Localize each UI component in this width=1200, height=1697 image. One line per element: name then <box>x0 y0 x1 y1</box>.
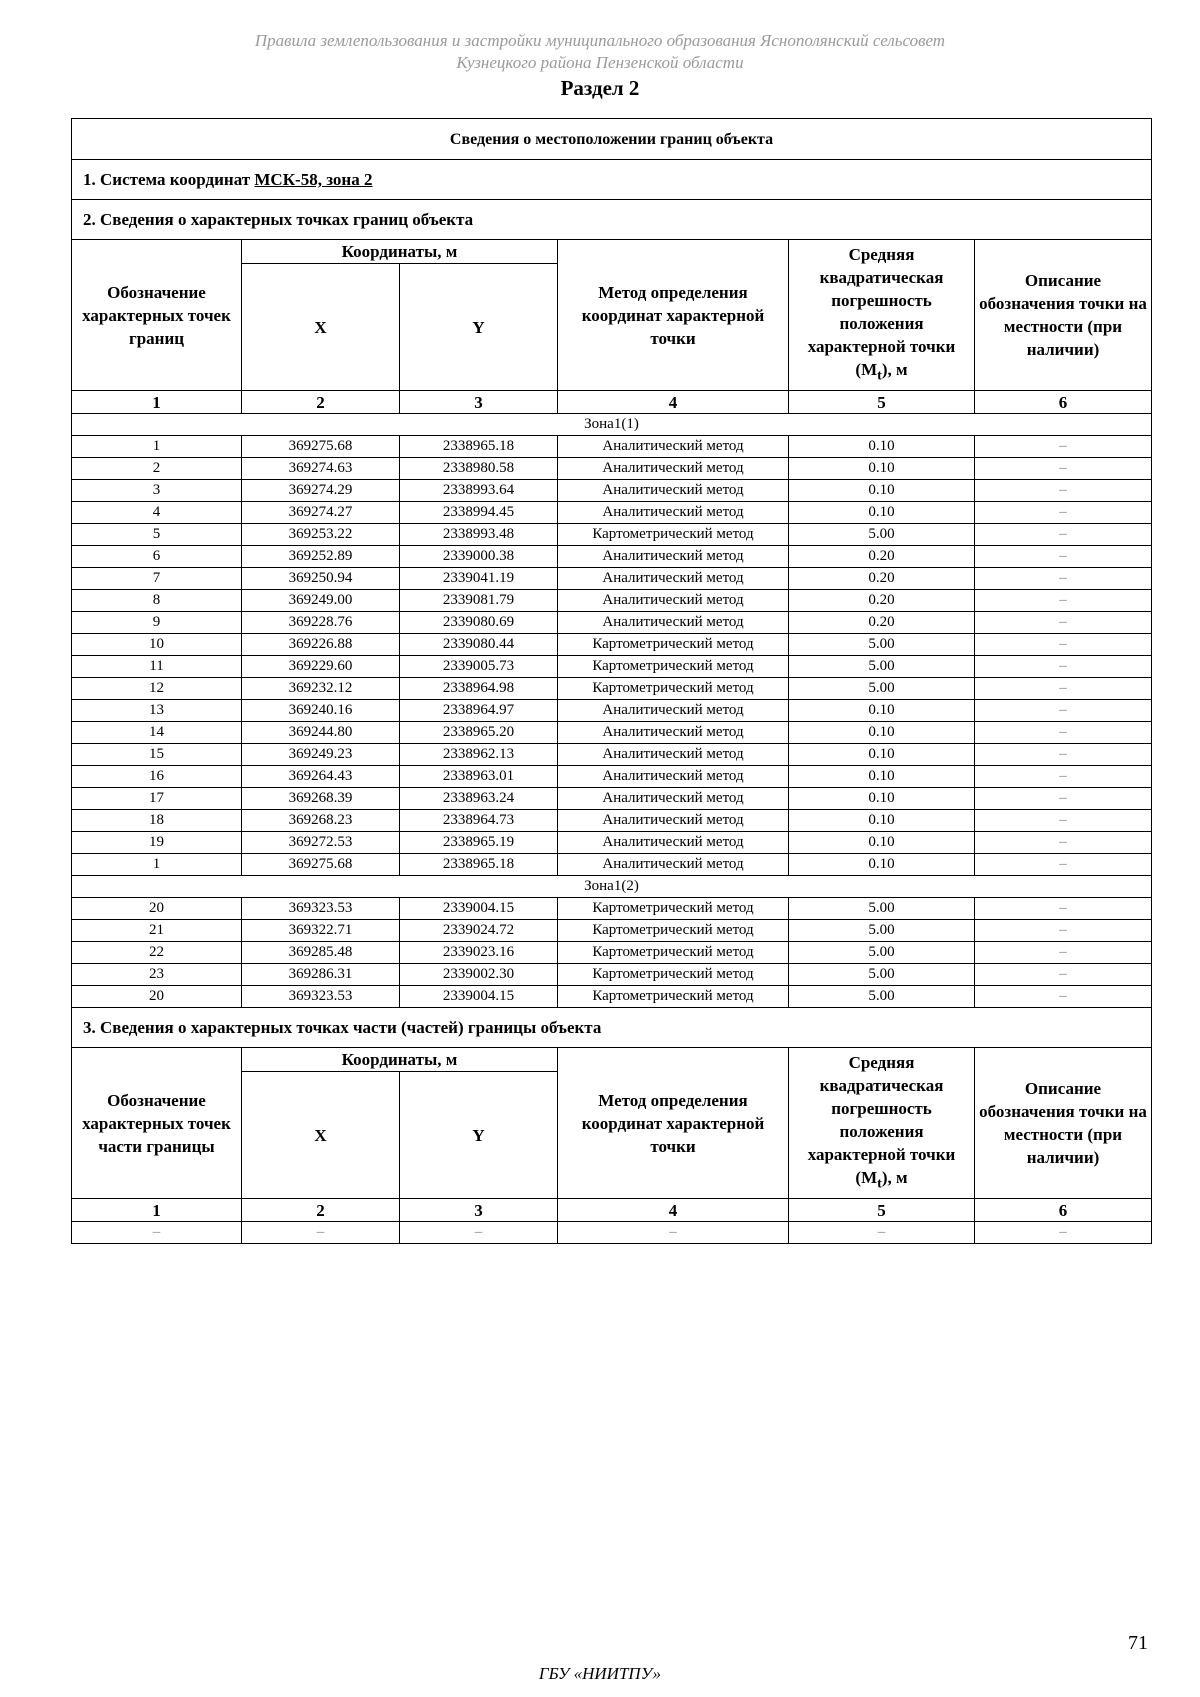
table-cell: – <box>975 480 1152 502</box>
table-cell: 1 <box>72 854 242 876</box>
table-cell: Аналитический метод <box>558 590 789 612</box>
table-row <box>72 854 1152 876</box>
table-cell: 369232.12 <box>242 678 400 700</box>
table-cell: 5 <box>72 524 242 546</box>
table-cell: 0.10 <box>789 480 975 502</box>
table-cell: 0.20 <box>789 568 975 590</box>
header-y: Y <box>400 1072 558 1199</box>
table-cell: 20 <box>72 898 242 920</box>
table-cell: Аналитический метод <box>558 480 789 502</box>
table-cell: Картометрический метод <box>558 634 789 656</box>
table-cell: – <box>975 964 1152 986</box>
boundary-table <box>71 118 1152 1244</box>
table-cell: 23 <box>72 964 242 986</box>
footer: ГБУ «НИИТПУ» <box>538 1664 662 1683</box>
table-cell: 369229.60 <box>242 656 400 678</box>
table-cell: 369275.68 <box>242 854 400 876</box>
header-designation: Обозначение характерных точек границ <box>72 240 242 391</box>
table-cell: – <box>975 788 1152 810</box>
header-error: Средняя квадратическая погрешность положения характерной точки $(M_t)$, м <box>789 1048 975 1199</box>
table-cell: – <box>975 590 1152 612</box>
header-row-1 <box>72 240 1152 264</box>
table-cell: 369274.27 <box>242 502 400 524</box>
table-cell: 369268.39 <box>242 788 400 810</box>
column-number: 5 <box>789 391 975 414</box>
table-cell: 369323.53 <box>242 986 400 1008</box>
table-cell: Аналитический метод <box>558 810 789 832</box>
table-cell: 5.00 <box>789 964 975 986</box>
table-row <box>72 436 1152 458</box>
table-cell: 2 <box>72 458 242 480</box>
table-cell: 22 <box>72 942 242 964</box>
section2-title-row <box>72 200 1152 240</box>
table-cell: 8 <box>72 590 242 612</box>
table-cell: 2339002.30 <box>400 964 558 986</box>
table-cell: 2338964.98 <box>400 678 558 700</box>
table-cell: 369240.16 <box>242 700 400 722</box>
table-cell: 11 <box>72 656 242 678</box>
table-row <box>72 920 1152 942</box>
table-cell: – <box>789 1222 975 1244</box>
table-cell: 10 <box>72 634 242 656</box>
table-row <box>72 700 1152 722</box>
page-number: 71 <box>1128 1632 1148 1654</box>
table-cell: 0.10 <box>789 810 975 832</box>
table-row <box>72 898 1152 920</box>
table-cell: 2339004.15 <box>400 898 558 920</box>
table-cell: 7 <box>72 568 242 590</box>
section3-title: 3. Сведения о характерных точках части (частей) границы объекта <box>72 1008 1152 1048</box>
table-cell: 2338963.24 <box>400 788 558 810</box>
table-cell: Аналитический метод <box>558 568 789 590</box>
table-cell: – <box>975 986 1152 1008</box>
header-coords: Координаты, м <box>242 240 558 264</box>
table-cell: 369253.22 <box>242 524 400 546</box>
table-cell: 2339080.69 <box>400 612 558 634</box>
table-row <box>72 942 1152 964</box>
table-cell: Аналитический метод <box>558 436 789 458</box>
column-number: 6 <box>975 391 1152 414</box>
table-cell: Аналитический метод <box>558 502 789 524</box>
table-cell: 0.10 <box>789 832 975 854</box>
table-cell: 2338965.19 <box>400 832 558 854</box>
table-cell: Картометрический метод <box>558 656 789 678</box>
table-cell: 20 <box>72 986 242 1008</box>
zone-label: Зона1(2) <box>72 876 1152 898</box>
table-cell: 19 <box>72 832 242 854</box>
table-cell: – <box>975 832 1152 854</box>
table-cell: 2338980.58 <box>400 458 558 480</box>
part-header-row-1 <box>72 1048 1152 1072</box>
table-cell: – <box>975 920 1152 942</box>
table-row <box>72 458 1152 480</box>
header-designation-part: Обозначение характерных точек части границы <box>72 1048 242 1199</box>
table-cell: 2339024.72 <box>400 920 558 942</box>
table-cell: – <box>975 634 1152 656</box>
table-cell: 5.00 <box>789 920 975 942</box>
table-cell: 2339005.73 <box>400 656 558 678</box>
header-error: Средняя квадратическая погрешность положения характерной точки $(M_t)$, м <box>789 240 975 391</box>
table-cell: 2338965.20 <box>400 722 558 744</box>
column-number: 3 <box>400 1199 558 1222</box>
table-cell: Картометрический метод <box>558 920 789 942</box>
table-cell: – <box>975 722 1152 744</box>
table-cell: Аналитический метод <box>558 612 789 634</box>
table-row <box>72 744 1152 766</box>
table-cell: 0.20 <box>789 546 975 568</box>
table-cell: Аналитический метод <box>558 766 789 788</box>
coord-system-row <box>72 160 1152 200</box>
table-cell: 369250.94 <box>242 568 400 590</box>
table-cell: 369274.29 <box>242 480 400 502</box>
table-cell: 369323.53 <box>242 898 400 920</box>
table-cell: – <box>975 1222 1152 1244</box>
table-cell: – <box>558 1222 789 1244</box>
table-cell: 0.20 <box>789 590 975 612</box>
column-number: 1 <box>72 391 242 414</box>
table-cell: 2338993.64 <box>400 480 558 502</box>
table-cell: 17 <box>72 788 242 810</box>
header-description: Описание обозначения точки на местности (при наличии) <box>975 240 1152 391</box>
table-cell: 369264.43 <box>242 766 400 788</box>
table-cell: 5.00 <box>789 634 975 656</box>
table-cell: 369272.53 <box>242 832 400 854</box>
table-cell: – <box>975 700 1152 722</box>
table-cell: 13 <box>72 700 242 722</box>
column-number: 2 <box>242 391 400 414</box>
table-cell: 5.00 <box>789 656 975 678</box>
column-numbers-row <box>72 391 1152 414</box>
table-row <box>72 524 1152 546</box>
column-number: 1 <box>72 1199 242 1222</box>
table-row <box>72 766 1152 788</box>
header-coords: Координаты, м <box>242 1048 558 1072</box>
table-cell: 2338964.97 <box>400 700 558 722</box>
table-cell: – <box>975 744 1152 766</box>
table-cell: Картометрический метод <box>558 678 789 700</box>
table-cell: 2338993.48 <box>400 524 558 546</box>
table-cell: 1 <box>72 436 242 458</box>
table-row <box>72 590 1152 612</box>
table-cell: 2338994.45 <box>400 502 558 524</box>
table-cell: 2339081.79 <box>400 590 558 612</box>
table-row <box>72 634 1152 656</box>
header-description: Описание обозначения точки на местности (при наличии) <box>975 1048 1152 1199</box>
table-cell: 2339023.16 <box>400 942 558 964</box>
table-title-row <box>72 119 1152 160</box>
table-cell: – <box>975 524 1152 546</box>
coord-system-label: 1. Система координат <box>83 170 251 189</box>
table-cell: 369226.88 <box>242 634 400 656</box>
table-cell: 0.10 <box>789 788 975 810</box>
table-cell: 0.10 <box>789 744 975 766</box>
table-cell: 2339004.15 <box>400 986 558 1008</box>
table-cell: 2338962.13 <box>400 744 558 766</box>
table-cell: Картометрический метод <box>558 524 789 546</box>
column-number: 2 <box>242 1199 400 1222</box>
table-cell: – <box>975 458 1152 480</box>
table-cell: 2339041.19 <box>400 568 558 590</box>
table-row <box>72 832 1152 854</box>
table-cell: 2338965.18 <box>400 436 558 458</box>
coord-system-value: МСК-58, зона 2 <box>254 170 373 189</box>
table-row <box>72 788 1152 810</box>
table-cell: 369252.89 <box>242 546 400 568</box>
table-cell: 369244.80 <box>242 722 400 744</box>
table-row <box>72 612 1152 634</box>
table-cell: 16 <box>72 766 242 788</box>
table-cell: 2339080.44 <box>400 634 558 656</box>
table-cell: 369322.71 <box>242 920 400 942</box>
table-cell: 2339000.38 <box>400 546 558 568</box>
table-cell: Картометрический метод <box>558 898 789 920</box>
table-row <box>72 502 1152 524</box>
table-cell: 369228.76 <box>242 612 400 634</box>
table-cell: Аналитический метод <box>558 722 789 744</box>
zone-label: Зона1(1) <box>72 414 1152 436</box>
table-cell: 0.20 <box>789 612 975 634</box>
table-cell: Аналитический метод <box>558 832 789 854</box>
table-row <box>72 546 1152 568</box>
table-cell: 0.10 <box>789 766 975 788</box>
table-cell: – <box>975 568 1152 590</box>
table-cell: 18 <box>72 810 242 832</box>
table-cell: Аналитический метод <box>558 744 789 766</box>
table-cell: – <box>975 898 1152 920</box>
table-cell: Картометрический метод <box>558 964 789 986</box>
table-cell: 6 <box>72 546 242 568</box>
header-x: X <box>242 1072 400 1199</box>
table-cell: 14 <box>72 722 242 744</box>
table-cell: – <box>975 656 1152 678</box>
table-cell: 0.10 <box>789 436 975 458</box>
table-row <box>72 964 1152 986</box>
table-row <box>72 986 1152 1008</box>
table-cell: 369249.23 <box>242 744 400 766</box>
table-cell: 5.00 <box>789 942 975 964</box>
part-column-numbers-row <box>72 1199 1152 1222</box>
table-cell: Аналитический метод <box>558 546 789 568</box>
table-cell: 369286.31 <box>242 964 400 986</box>
table-cell: 0.10 <box>789 458 975 480</box>
table-cell: Картометрический метод <box>558 942 789 964</box>
table-row <box>72 810 1152 832</box>
section3-title-row <box>72 1008 1152 1048</box>
table-cell: 369249.00 <box>242 590 400 612</box>
table-row <box>72 656 1152 678</box>
table-cell: – <box>975 546 1152 568</box>
table-cell: 2338963.01 <box>400 766 558 788</box>
running-header-line2: Кузнецкого района Пензенской области <box>456 53 744 72</box>
table-cell: 5.00 <box>789 678 975 700</box>
table-cell: 5.00 <box>789 986 975 1008</box>
header-y: Y <box>400 264 558 391</box>
table-cell: 0.10 <box>789 700 975 722</box>
table-row <box>72 480 1152 502</box>
table-cell: Аналитический метод <box>558 788 789 810</box>
header-method: Метод определения координат характерной точки <box>558 240 789 391</box>
table-cell: 4 <box>72 502 242 524</box>
column-number: 5 <box>789 1199 975 1222</box>
table-cell: 3 <box>72 480 242 502</box>
table-cell: 369275.68 <box>242 436 400 458</box>
table-cell: 0.10 <box>789 722 975 744</box>
zone-row <box>72 414 1152 436</box>
table-cell: – <box>975 766 1152 788</box>
table-cell: – <box>400 1222 558 1244</box>
table-cell: – <box>242 1222 400 1244</box>
table-row <box>72 568 1152 590</box>
table-cell: Картометрический метод <box>558 986 789 1008</box>
column-number: 3 <box>400 391 558 414</box>
part-table-row <box>72 1222 1152 1244</box>
table-cell: – <box>975 678 1152 700</box>
column-number: 4 <box>558 391 789 414</box>
section-title: Раздел 2 <box>560 76 640 100</box>
running-header-line1: Правила землепользования и застройки муниципального образования Яснополянский сельсовет <box>254 31 946 50</box>
table-cell: – <box>975 942 1152 964</box>
header-x: X <box>242 264 400 391</box>
table-cell: Аналитический метод <box>558 854 789 876</box>
table-row <box>72 678 1152 700</box>
table-cell: – <box>975 436 1152 458</box>
column-number: 4 <box>558 1199 789 1222</box>
column-number: 6 <box>975 1199 1152 1222</box>
table-cell: 15 <box>72 744 242 766</box>
table-cell: 9 <box>72 612 242 634</box>
table-cell: – <box>975 612 1152 634</box>
header-method: Метод определения координат характерной точки <box>558 1048 789 1199</box>
table-cell: 0.10 <box>789 854 975 876</box>
table-cell: – <box>975 502 1152 524</box>
table-cell: 21 <box>72 920 242 942</box>
table-cell: 5.00 <box>789 524 975 546</box>
table-cell: – <box>975 810 1152 832</box>
table-cell: 369268.23 <box>242 810 400 832</box>
table-cell: Аналитический метод <box>558 458 789 480</box>
table-title: Сведения о местоположении границ объекта <box>72 119 1152 160</box>
table-cell: Аналитический метод <box>558 700 789 722</box>
table-cell: – <box>975 854 1152 876</box>
table-cell: 0.10 <box>789 502 975 524</box>
table-cell: 369285.48 <box>242 942 400 964</box>
table-cell: 5.00 <box>789 898 975 920</box>
table-row <box>72 722 1152 744</box>
table-cell: 12 <box>72 678 242 700</box>
table-cell: 369274.63 <box>242 458 400 480</box>
section2-title: 2. Сведения о характерных точках границ объекта <box>72 200 1152 240</box>
table-cell: 2338964.73 <box>400 810 558 832</box>
table-cell: – <box>72 1222 242 1244</box>
zone-row <box>72 876 1152 898</box>
table-cell: 2338965.18 <box>400 854 558 876</box>
